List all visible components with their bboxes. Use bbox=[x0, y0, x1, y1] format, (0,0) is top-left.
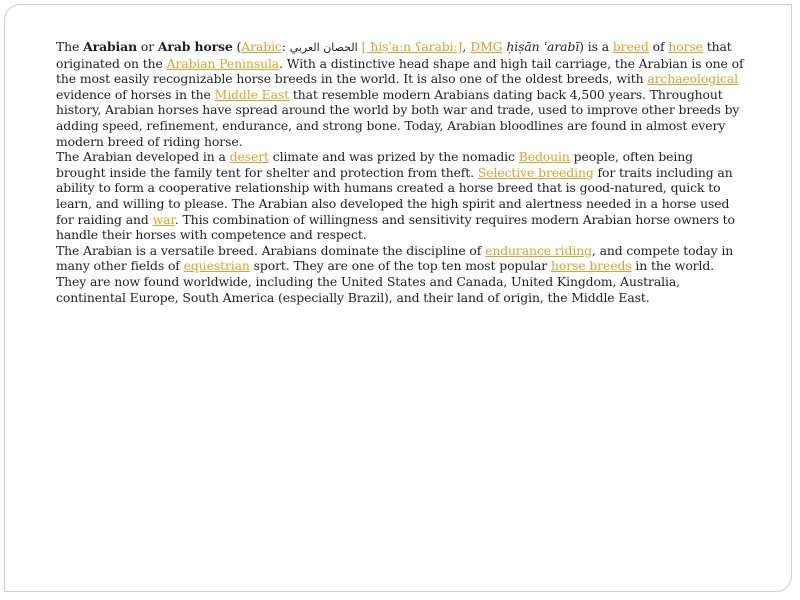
text-run: evidence of horses in the bbox=[56, 86, 215, 102]
link-selective-breeding[interactable]: Selective breeding bbox=[477, 164, 594, 180]
text-run: ( bbox=[232, 39, 242, 54]
text-run: . With a distinctive head shape and high tail carriage, the Arabian is one of the most easily recognizable horse breeds in the world. It is also one of the oldest breeds, with bbox=[56, 55, 744, 87]
link-horse[interactable]: horse bbox=[668, 39, 703, 54]
link-archaeological[interactable]: archaeological bbox=[647, 71, 738, 87]
text-run: ) is a bbox=[579, 39, 613, 54]
text-run: of bbox=[648, 39, 669, 54]
text-run: The bbox=[56, 39, 84, 54]
paragraph-history bbox=[56, 149, 746, 243]
link-war[interactable]: war bbox=[152, 211, 175, 227]
text-run: people, often being brought inside the family tent for shelter and protection from theft. bbox=[56, 149, 693, 180]
arabic-script: الحصان العربي bbox=[289, 41, 358, 54]
link-equestrian[interactable]: equestrian bbox=[183, 258, 250, 274]
text-run: , and compete today in many other fields of bbox=[56, 242, 734, 274]
text-run: The Arabian is a versatile breed. Arabians dominate the discipline of bbox=[56, 242, 486, 258]
text-run: that resemble modern Arabians dating back 4,500 years. Throughout history, Arabian horses have spread around the world by both war and trade, used to improve other breeds by adding speed, refinement, endurance, and strong bone. Today, Arabian bloodlines are found in almost every modern breed of riding horse. bbox=[56, 86, 740, 149]
link-horse-breeds[interactable]: horse breeds bbox=[550, 258, 632, 274]
text-run: or bbox=[137, 39, 158, 54]
text-run: climate and was prized by the nomadic bbox=[268, 149, 519, 165]
article-body bbox=[56, 39, 746, 305]
link-middle-east[interactable]: Middle East bbox=[214, 86, 290, 102]
link-ipa[interactable]: [ ħiṣˈaːn ʕarabiː] bbox=[361, 39, 463, 54]
text-run: in the world. They are now found worldwide, including the United States and Canada, United Kingdom, Australia, continental Europe, South America (especially Brazil), and their land of origin, the Middle East. bbox=[56, 258, 715, 305]
link-desert[interactable]: desert bbox=[229, 149, 269, 165]
transliteration: ḥiṣān ʿarabī bbox=[506, 39, 580, 54]
link-endurance-riding[interactable]: endurance riding bbox=[485, 242, 592, 258]
text-run: : bbox=[281, 39, 290, 54]
text-run: that originated on the bbox=[56, 39, 732, 71]
text-run: , bbox=[462, 39, 471, 54]
link-bedouin[interactable]: Bedouin bbox=[518, 149, 570, 165]
paragraph-versatility bbox=[56, 243, 746, 305]
text-run: . This combination of willingness and sensitivity requires modern Arabian horse owners to handle their horses with competence and respect. bbox=[56, 211, 735, 243]
link-breed[interactable]: breed bbox=[612, 39, 649, 54]
link-arabian-peninsula[interactable]: Arabian Peninsula bbox=[166, 55, 280, 71]
slide-frame bbox=[4, 4, 792, 592]
paragraph-intro bbox=[56, 39, 746, 149]
link-dmg[interactable]: DMG bbox=[470, 39, 503, 54]
text-run: The Arabian developed in a bbox=[56, 149, 230, 165]
text-run: sport. They are one of the top ten most popular bbox=[249, 258, 551, 274]
link-arabic[interactable]: Arabic bbox=[241, 39, 282, 54]
term-arabian: Arabian bbox=[83, 39, 138, 54]
term-arab-horse: Arab horse bbox=[157, 39, 233, 54]
text-run: for traits including an ability to form a cooperative relationship with humans created a horse breed that is good-natured, quick to learn, and willing to please. The Arabian also developed the high spirit and alertness needed in a horse used for raiding and bbox=[56, 164, 733, 227]
